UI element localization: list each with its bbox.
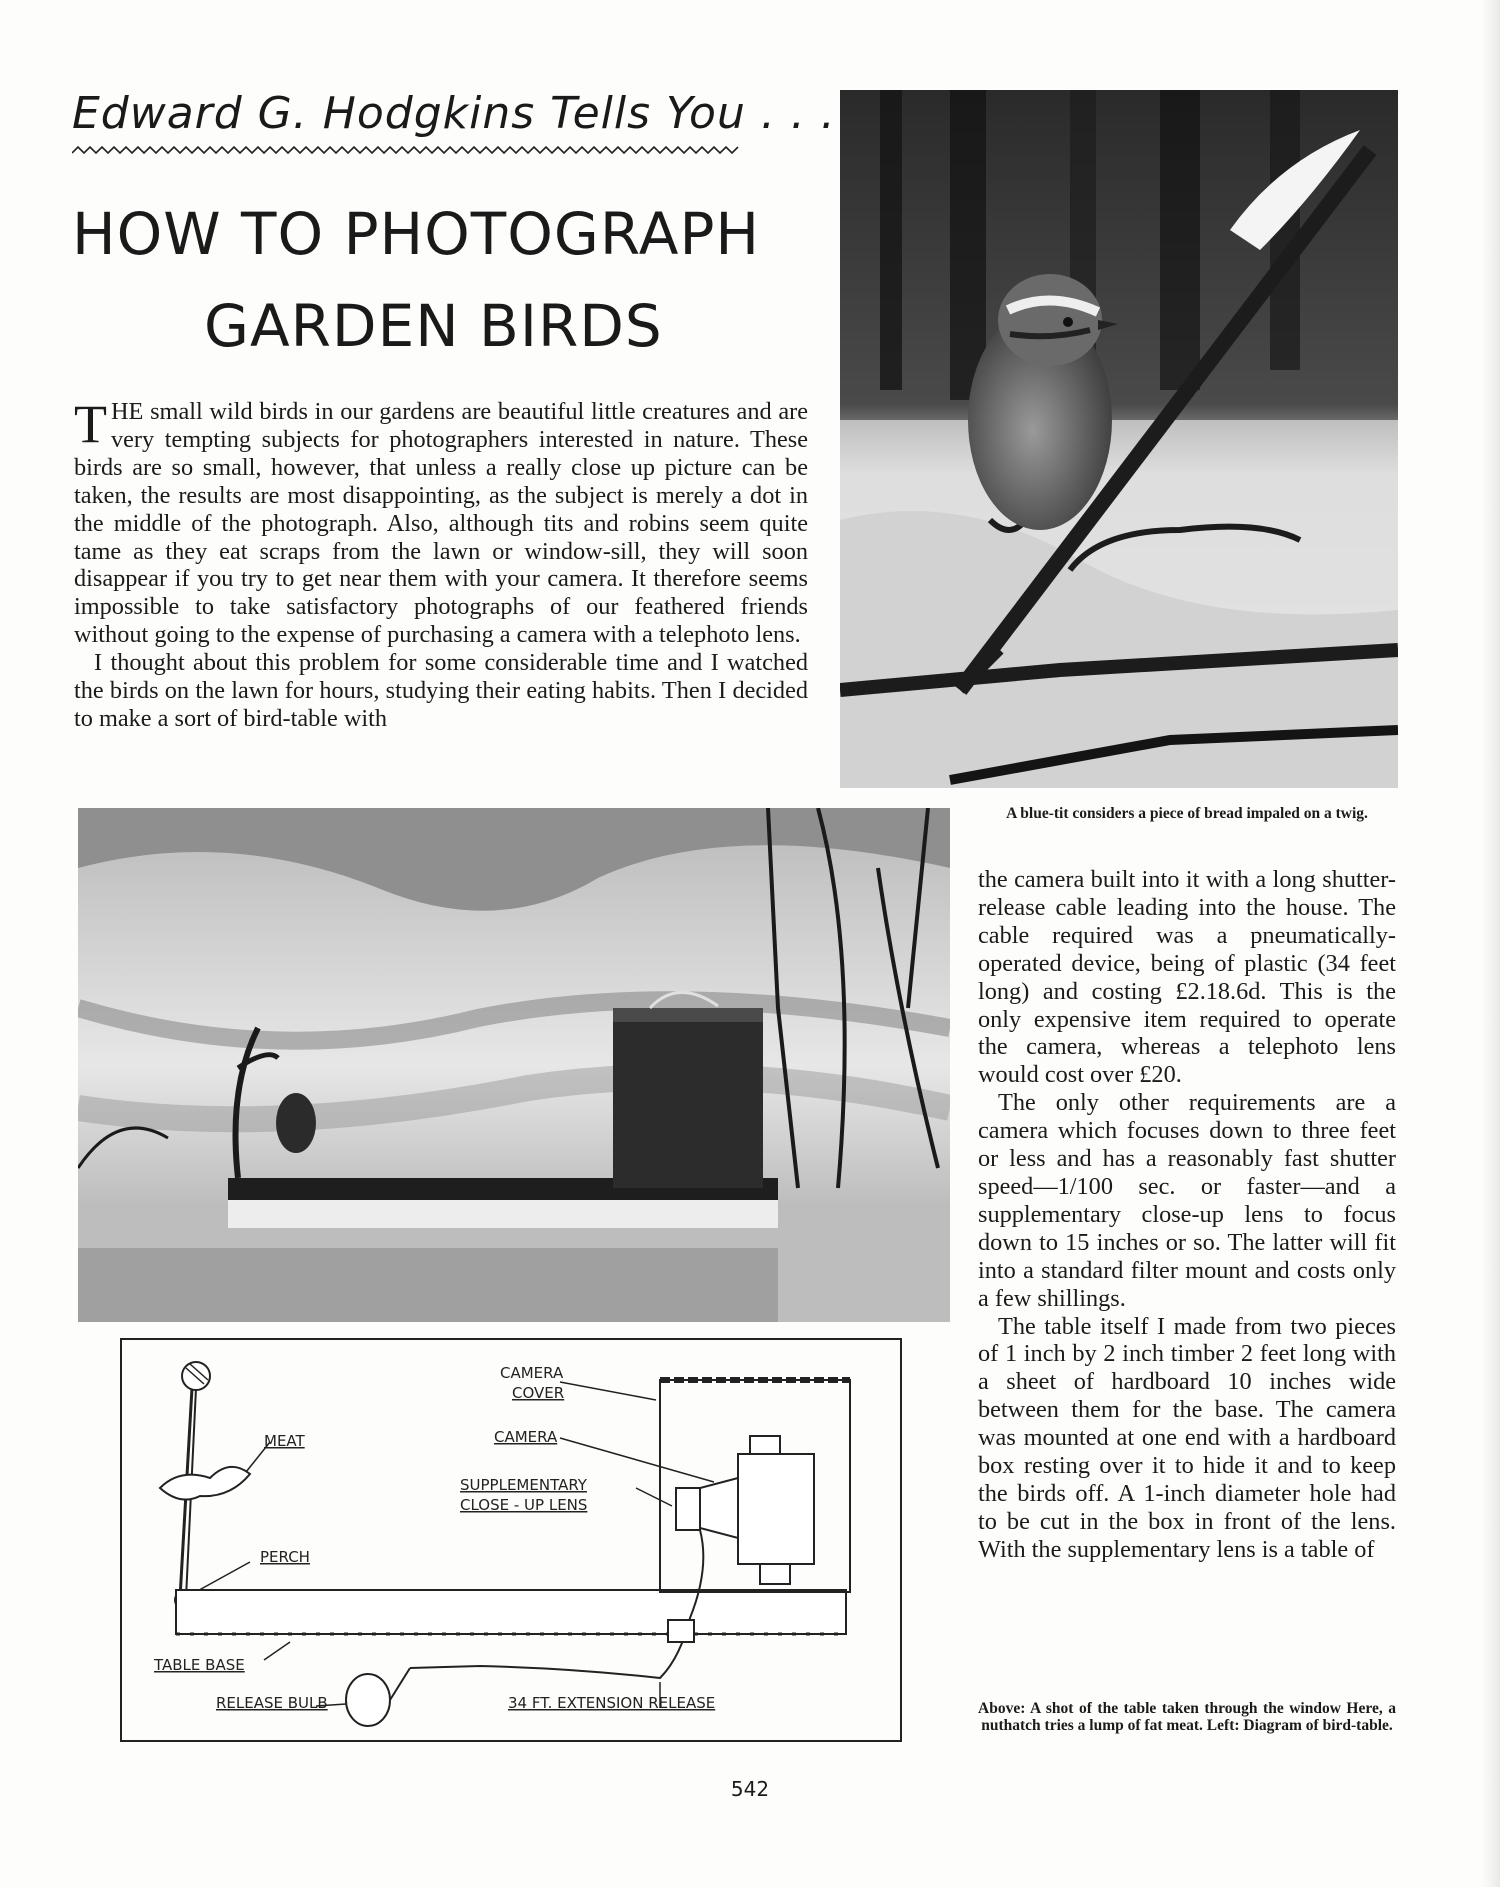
label-table-base: TABLE BASE (154, 1656, 245, 1674)
bird-table-diagram (120, 1338, 902, 1742)
article-title-line-2: GARDEN BIRDS (204, 292, 663, 360)
label-extension-release: 34 FT. EXTENSION RELEASE (508, 1694, 716, 1712)
photo-caption-bottom: Above: A shot of the table taken through the window Here, a nuthatch tries a lump of fat meat. Left: Diagram of bird-table. (978, 1700, 1396, 1734)
page-number: 542 (730, 1777, 770, 1801)
right-text-column (978, 866, 1396, 1564)
paragraph-1 (74, 394, 808, 649)
right-paragraph-2: The only other requirements are a camera which focuses down to three feet or less and has a reasonably fast shutter speed—1/100 sec. or faster—and a supplementary close-up lens to focus down to 15 inches or so. The latter will fit into a standard filter mount and costs only a few shillings. (978, 1089, 1396, 1312)
article-title-line-1: HOW TO PHOTOGRAPH (72, 200, 761, 268)
bird-table-photo (78, 808, 950, 1322)
paragraph-2: I thought about this problem for some considerable time and I watched the birds on the lawn for hours, studying their eating habits. Then I decided to make a sort of bird-table with (74, 649, 808, 732)
photo-caption-top: A blue-tit considers a piece of bread impaled on a twig. (1006, 805, 1368, 822)
paragraph-1-text: HE small wild birds in our gardens are beautiful little creatures and are very tempting subjects for photographers interested in nature. These birds are so small, however, that unless a really close up picture can be taken, the results are most disappointing, as the subject is merely a dot in the middle of the photograph. Also, although tits and robins seem quite tame as they eat scraps from the lawn or window-sill, they will soon disappear if you try to get near them with your camera. It therefore seems impossible to take satisfactory photographs of our feathered friends without going to the expense of purchasing a camera with a telephoto lens. (74, 398, 808, 649)
label-perch: PERCH (260, 1548, 310, 1566)
drop-cap: T (74, 394, 107, 454)
label-supplementary-1: SUPPLEMENTARY (460, 1476, 587, 1494)
right-paragraph-3: The table itself I made from two pieces of 1 inch by 2 inch timber 2 feet long with a sheet of hardboard 10 inches wide between them for the base. The camera was mounted at one end with a hardboard box resting over it to hide it and to keep the birds off. A 1-inch diameter hole had to be cut in the box in front of the lens. With the supplementary lens is a table of (978, 1312, 1396, 1563)
right-paragraph-1: the camera built into it with a long shutter-release cable leading into the house. The cable required was a pneumatically-operated device, being of plastic (34 feet long) and costing £2.18.6d. This is the only expensive item required to operate the camera, whereas a telephoto lens would cost over £20. (978, 866, 1396, 1089)
left-text-column (74, 394, 808, 733)
decorative-squiggle (72, 143, 740, 157)
label-camera-cover-1: CAMERA (500, 1364, 564, 1382)
blue-tit-photo (840, 90, 1398, 788)
label-supplementary-2: CLOSE - UP LENS (460, 1496, 588, 1514)
page-edge-shadow (1482, 0, 1500, 1887)
label-camera: CAMERA (494, 1428, 558, 1446)
byline: Edward G. Hodgkins Tells You . . . (72, 88, 836, 139)
label-release-bulb: RELEASE BULB (216, 1694, 328, 1712)
label-meat: MEAT (264, 1432, 305, 1450)
label-camera-cover-2: COVER (512, 1384, 565, 1402)
